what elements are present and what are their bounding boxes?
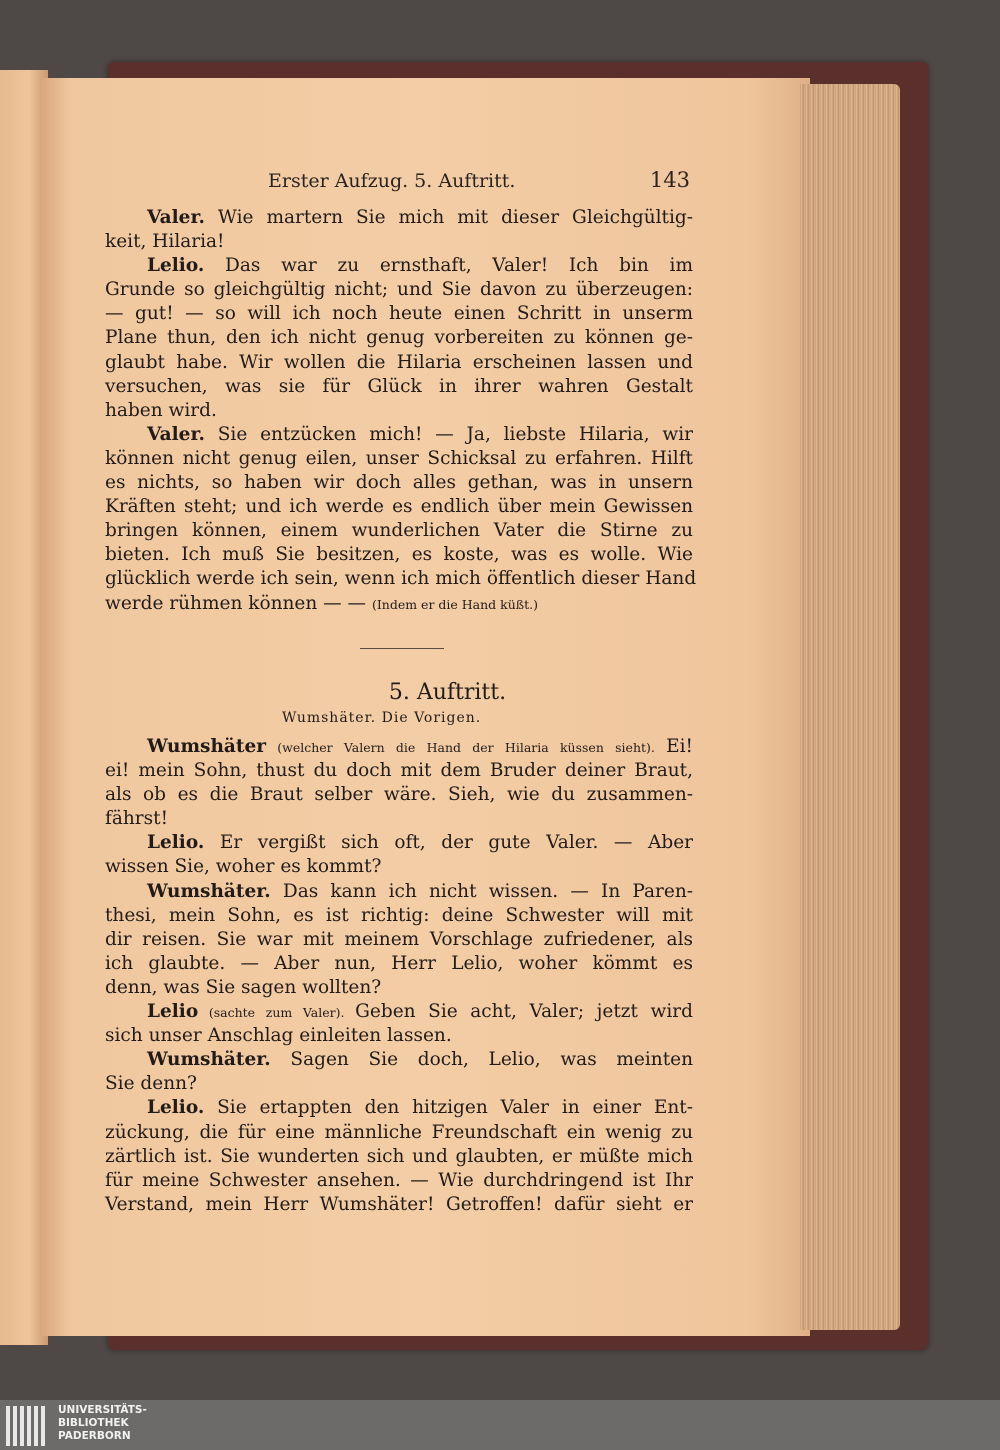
text-run: versuchen, was sie für Glück in ihrer wahren Gestalt [105,375,693,397]
text-line [105,447,693,471]
text-run: thesi, mein Sohn, es ist richtig: deine Schwester will mit [105,904,693,926]
text-line [105,375,693,399]
section-divider [360,648,444,649]
text-run: keit, Hilaria! [105,231,225,253]
text-line [105,351,693,375]
text-run: Sagen Sie doch, Lelio, was meinten [270,1049,693,1071]
text-run: Das war zu ernsthaft, Valer! Ich bin im [204,255,693,277]
text-run: können nicht genug eilen, unser Schicksal zu erfahren. Hilft [105,447,693,469]
text-run: Wie martern Sie mich mit dieser Gleichgültig- [204,207,693,228]
text-line [105,1145,693,1169]
text-run: ich glaubte. — Aber nun, Herr Lelio, woher kömmt es [105,952,693,974]
text-run: Sie ertappten den hitzigen Valer in einer Ent- [204,1097,693,1119]
text-line [105,928,693,952]
text-line [105,1024,693,1048]
text-run: dir reisen. Sie war mit meinem Vorschlage zufriedener, als [105,928,693,950]
text-line [105,567,697,591]
speaker-name: Valer. [147,423,205,445]
speaker-name: Wumshäter. [147,1049,271,1071]
text-run: als ob es die Braut selber wäre. Sieh, wie du zusammen- [105,784,693,806]
text-line [105,759,693,783]
text-line [105,592,693,616]
text-line [105,880,693,904]
text-line [105,495,693,519]
text-run: zückung, die für eine männliche Freundschaft ein wenig zu [105,1121,693,1143]
text-run: — gut! — so will ich noch heute einen Schritt in unserm [105,303,693,325]
library-logo-text [58,1404,147,1443]
text-line [105,399,693,423]
text-line [105,783,693,807]
text-run: Sie denn? [105,1073,197,1095]
scene-heading [0,680,1000,705]
speaker-name: Valer. [147,207,205,228]
text-line [105,952,693,976]
library-logo-icon [6,1406,48,1446]
text-line [105,471,693,495]
text-run: Sie entzücken mich! — Ja, liebste Hilaria, wir [204,423,693,445]
text-line [105,831,693,855]
text-run: Er vergißt sich oft, der gute Valer. — Aber [204,832,693,854]
text-line [105,1000,693,1024]
text-line [105,543,693,567]
speaker-name: Lelio [147,1001,199,1023]
text-line [105,519,693,543]
text-line [105,1096,693,1120]
library-footer [0,1400,1000,1450]
text-run: Verstand, mein Herr Wumshäter! Getroffen! dafür sieht er [105,1193,693,1215]
speaker-name: Wumshäter [147,736,266,757]
text-run: ei! mein Sohn, thust du doch mit dem Bruder deiner Braut, [105,760,693,782]
stage-direction: (welcher Valern die Hand der Hilaria küssen sieht). [265,740,667,755]
speaker-name: Lelio. [147,832,205,854]
logo-line-3: PADERBORN [58,1430,131,1442]
text-run: werde rühmen können — — [105,592,372,614]
text-line [105,302,693,326]
text-line [105,1121,693,1145]
text-run: fährst! [105,808,168,830]
logo-line-2: BIBLIOTHEK [58,1417,129,1429]
running-title: Erster Aufzug. 5. Auftritt. [268,170,516,192]
text-line [105,326,693,350]
text-run: wissen Sie, woher es kommt? [105,856,382,878]
page-number: 143 [649,168,690,192]
text-run: zärtlich ist. Sie wunderten sich und glaubten, er müßte mich [105,1145,693,1167]
scene-cast: Wumshäter. Die Vorigen. [282,710,482,726]
running-header [268,170,690,198]
text-line [105,423,693,447]
text-run: bieten. Ich muß Sie besitzen, es koste, was es wolle. Wie [105,544,693,566]
text-block-2 [105,735,693,1217]
text-line [105,735,693,759]
text-run: sich unser Anschlag einleiten lassen. [105,1025,452,1047]
page-edges [800,84,900,1330]
text-line [105,904,693,928]
text-line [105,1048,693,1072]
text-line [105,206,693,230]
text-line [105,807,693,831]
text-run: Ei! [666,736,693,757]
text-run: es nichts, so haben wir doch alles gethan, was in unsern [105,472,693,494]
scene-title: 5. Auftritt. [388,680,507,705]
text-run: Plane thun, den ich nicht genug vorbereiten zu können ge- [105,327,693,349]
stage-direction: (Indem er die Hand küßt.) [371,596,538,612]
text-line [105,278,693,302]
stage-direction: (sachte zum Valer). [198,1005,356,1021]
text-line [105,1169,693,1193]
text-line [105,1193,693,1217]
speaker-name: Lelio. [147,255,205,277]
text-run: glücklich werde ich sein, wenn ich mich öffentlich dieser Hand [105,568,697,590]
text-run: für meine Schwester ansehen. — Wie durchdringend ist Ihr [105,1169,693,1191]
text-line [105,855,693,879]
speaker-name: Lelio. [147,1097,205,1119]
text-run: bringen können, einem wunderlichen Vater die Stirne zu [105,520,693,542]
text-run: Geben Sie acht, Valer; jetzt wird [355,1001,693,1023]
text-run: Grunde so gleichgültig nicht; und Sie davon zu überzeugen: [105,279,693,301]
text-run: Kräften steht; und ich werde es endlich über mein Gewissen [105,496,693,518]
text-line [105,1072,693,1096]
speaker-name: Wumshäter. [147,880,271,902]
text-line [105,976,693,1000]
text-line [105,230,693,254]
text-run: Das kann ich nicht wissen. — In Paren- [270,880,693,902]
logo-line-1: UNIVERSITÄTS- [58,1404,147,1416]
text-run: denn, was Sie sagen wollten? [105,976,382,998]
text-run: haben wird. [105,399,217,421]
text-block-1 [105,206,697,616]
text-run: glaubt habe. Wir wollen die Hilaria erscheinen lassen und [105,351,693,373]
text-line [105,254,693,278]
